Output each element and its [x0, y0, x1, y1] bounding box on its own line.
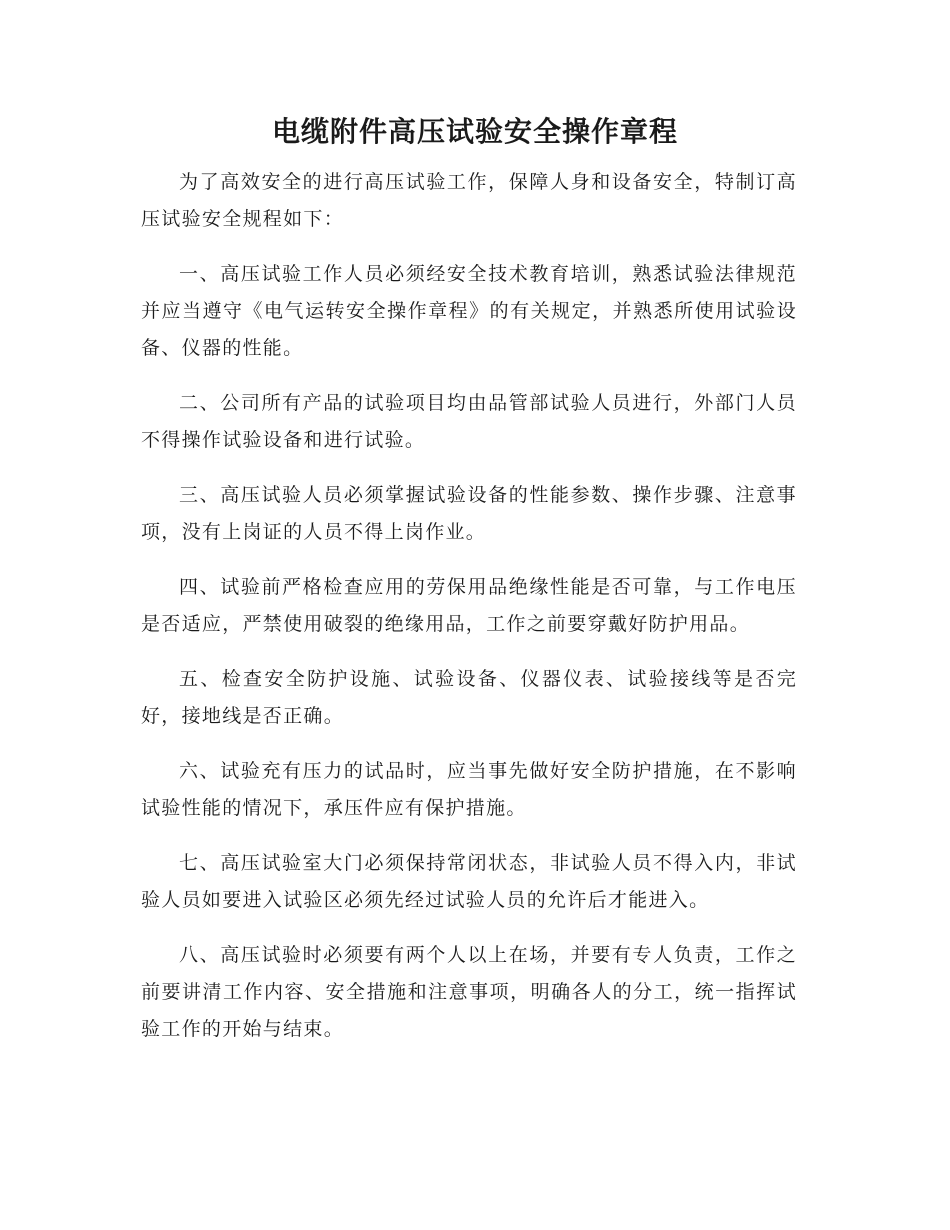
document-title: 电缆附件高压试验安全操作章程 [271, 115, 678, 148]
paragraph-rule-8: 八、高压试验时必须要有两个人以上在场，并要有专人负责，工作之前要讲清工作内容、安全措施和注意事项，明确各人的分工，统一指挥试验工作的开始与结束。 [141, 944, 797, 1040]
paragraph-rule-5: 五、检查安全防护设施、试验设备、仪器仪表、试验接线等是否完好，接地线是否正确。 [141, 668, 797, 727]
paragraph-intro: 为了高效安全的进行高压试验工作，保障人身和设备安全，特制订高压试验安全规程如下： [141, 171, 797, 230]
document-body [141, 164, 797, 1066]
paragraph-rule-4: 四、试验前严格检查应用的劳保用品绝缘性能是否可靠，与工作电压是否适应，严禁使用破裂的绝缘用品，工作之前要穿戴好防护用品。 [141, 576, 797, 635]
paragraph-rule-6: 六、试验充有压力的试品时，应当事先做好安全防护措施，在不影响试验性能的情况下，承压件应有保护措施。 [141, 760, 797, 819]
paragraph-rule-1: 一、高压试验工作人员必须经安全技术教育培训，熟悉试验法律规范并应当遵守《电气运转安全操作章程》的有关规定，并熟悉所使用试验设备、仪器的性能。 [141, 263, 797, 359]
paragraph-rule-2: 二、公司所有产品的试验项目均由品管部试验人员进行，外部门人员不得操作试验设备和进行试验。 [141, 392, 797, 451]
paragraph-rule-3: 三、高压试验人员必须掌握试验设备的性能参数、操作步骤、注意事项，没有上岗证的人员不得上岗作业。 [141, 484, 797, 543]
paragraph-rule-7: 七、高压试验室大门必须保持常闭状态，非试验人员不得入内，非试验人员如要进入试验区必须先经过试验人员的允许后才能进入。 [141, 852, 797, 911]
